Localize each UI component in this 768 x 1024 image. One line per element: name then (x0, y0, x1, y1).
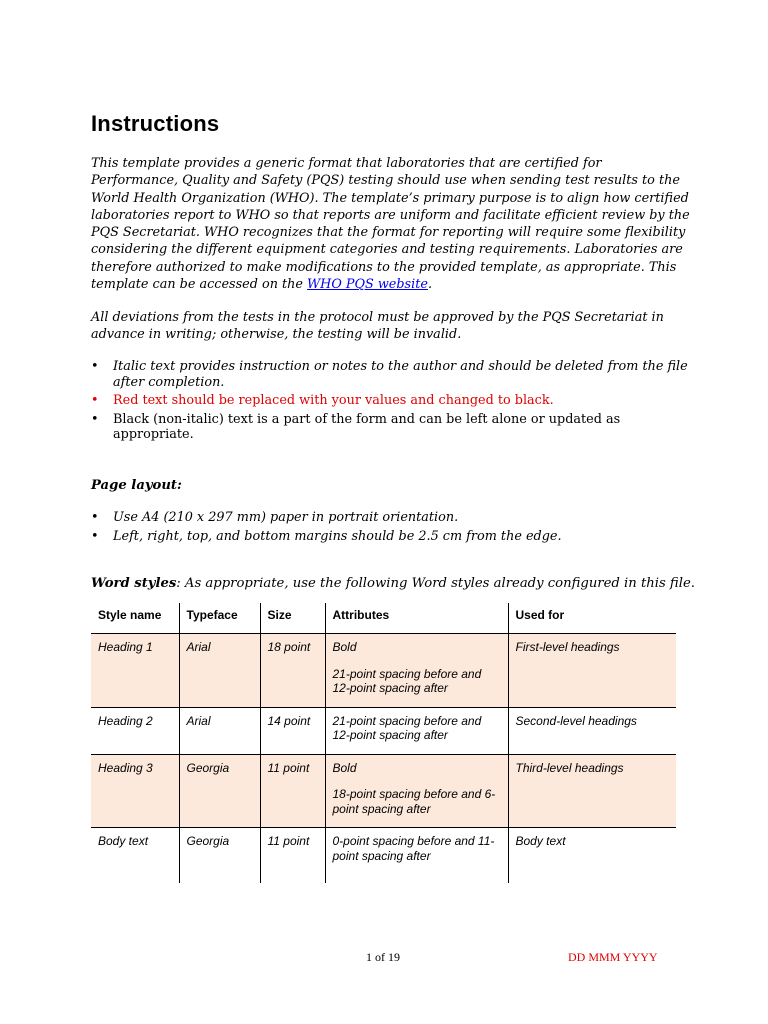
deviations-paragraph: All deviations from the tests in the protocol must be approved by the PQS Secretariat in advance in writing; otherwise, the testing will be invalid. (91, 310, 664, 343)
intro-text: This template provides a generic format that laboratories that are certified for Performance, Quality and Safety (PQS) testing should use when sending test results to the World Health Organization (WHO). The template’s primary purpose is to align how certified laboratories report to WHO so that reports are uniform and facilitate efficient review by the PQS Secretariat. WHO recognizes that the format for reporting will require some flexibility considering the different equipment categories and testing requirements. Laboratories are therefore authorized to make modifications to the provided template, as appropriate. This template can be accessed on the (91, 156, 690, 293)
note-italic: Italic text provides instruction or notes to the author and should be deleted from the file after completion. (113, 359, 688, 390)
column-header-size: Size (260, 603, 325, 634)
cell-style-name: Heading 2 (91, 707, 179, 754)
column-header-style-name: Style name (91, 603, 179, 634)
table-row (91, 828, 676, 884)
cell-style-name: Body text (98, 834, 149, 848)
word-styles-description: : As appropriate, use the following Word styles already configured in this file. (176, 576, 695, 591)
cell-size: 11 point (260, 828, 325, 884)
cell-used-for: Body text (508, 828, 676, 884)
cell-attributes: 0-point spacing before and 11-point spacing after (325, 828, 508, 884)
cell-typeface: Georgia (179, 754, 260, 828)
table-header-row (91, 603, 676, 634)
bullet-icon: • (91, 510, 99, 525)
column-header-typeface: Typeface (179, 603, 260, 634)
table-row (91, 754, 676, 828)
attribute-line: Bold (332, 640, 357, 654)
cell-typeface: Arial (179, 707, 260, 754)
who-pqs-website-link[interactable]: WHO PQS website (307, 277, 428, 293)
cell-size: 14 point (260, 707, 325, 754)
footer-date: DD MMM YYYY (568, 950, 658, 964)
note-black: Black (non-italic) text is a part of the form and can be left alone or updated as appropriate. (113, 411, 621, 443)
word-styles-heading (91, 576, 731, 591)
attribute-line: Bold (332, 760, 357, 775)
table-row (91, 634, 676, 708)
intro-end: . (427, 277, 433, 293)
bullet-icon: • (91, 359, 99, 374)
cell-size: 11 point (260, 754, 325, 828)
table-row (91, 707, 676, 754)
cell-style-name: Heading 1 (91, 634, 179, 708)
cell-used-for: Third-level headings (508, 754, 676, 828)
cell-size: 18 point (260, 634, 325, 708)
column-header-used-for: Used for (508, 603, 676, 634)
cell-used-for: Second-level headings (508, 707, 676, 754)
attribute-line: 21-point spacing before and 12-point spacing after (332, 666, 482, 695)
page-title: Instructions (91, 111, 220, 136)
page-layout-heading: Page layout: (91, 478, 182, 493)
bullet-icon: • (91, 411, 99, 427)
list-item (91, 393, 691, 409)
bullet-icon: • (91, 528, 99, 544)
attribute-line: 18-point spacing before and 6-point spacing after (332, 787, 496, 816)
page-layout-list (91, 510, 691, 547)
cell-attributes (325, 754, 508, 828)
bullet-icon: • (91, 393, 99, 409)
list-item (91, 529, 691, 545)
word-styles-label: Word styles (91, 576, 177, 591)
page-layout-item: Use A4 (210 x 297 mm) paper in portrait orientation. (113, 510, 459, 525)
note-red: Red text should be replaced with your values and changed to black. (113, 393, 554, 409)
column-header-attributes: Attributes (325, 603, 508, 634)
notes-list (91, 359, 691, 446)
cell-typeface: Georgia (179, 828, 260, 884)
cell-typeface: Arial (179, 634, 260, 708)
cell-attributes (325, 634, 508, 708)
intro-paragraph (91, 155, 691, 293)
cell-attributes: 21-point spacing before and 12-point spacing after (325, 707, 508, 754)
list-item (91, 412, 691, 443)
list-item (91, 359, 691, 390)
word-styles-table (91, 603, 676, 883)
page-number: 1 of 19 (366, 950, 400, 964)
page-layout-item: Left, right, top, and bottom margins should be 2.5 cm from the edge. (113, 528, 562, 544)
cell-used-for: First-level headings (508, 634, 676, 708)
list-item (91, 510, 691, 526)
cell-style-name: Heading 3 (91, 754, 179, 828)
